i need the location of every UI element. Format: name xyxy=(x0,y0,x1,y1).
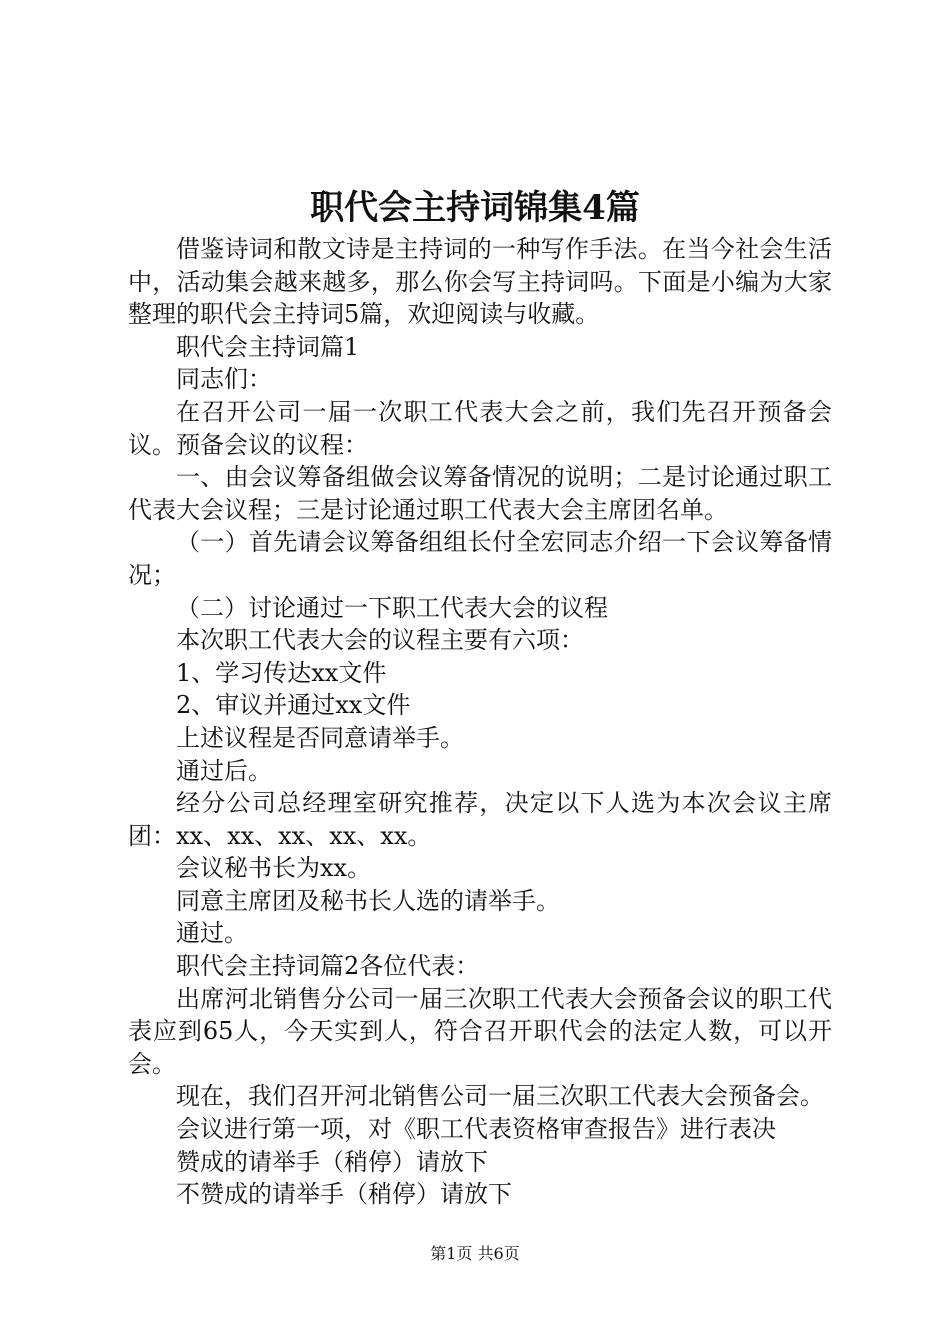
paragraph: 上述议程是否同意请举手。 xyxy=(176,723,464,752)
paragraph: 会议秘书长为xx。 xyxy=(176,854,372,883)
section-heading: 职代会主持词篇2各位代表： xyxy=(176,952,480,981)
paragraph: 出席河北销售分公司一届三次职工代表大会预备会议的职工代表应到65人，今天实到人，符合召开职代会的法定人数，可以开会。 xyxy=(128,984,832,1078)
paragraph: 赞成的请举手（稍停）请放下 xyxy=(176,1147,488,1176)
paragraph: 在召开公司一届一次职工代表大会之前，我们先召开预备会议。预备会议的议程： xyxy=(128,397,832,459)
paragraph: 同志们： xyxy=(176,365,272,394)
list-item: 1、学习传达xx文件 xyxy=(176,658,387,687)
paragraph: （二）讨论通过一下职工代表大会的议程 xyxy=(176,593,608,622)
paragraph: 经分公司总经理室研究推荐，决定以下人选为本次会议主席团：xx、xx、xx、xx、xx。 xyxy=(128,789,832,850)
list-item: 2、审议并通过xx文件 xyxy=(176,691,411,720)
paragraph: 通过后。 xyxy=(176,756,272,785)
paragraph: 通过。 xyxy=(176,919,248,948)
paragraph: （一）首先请会议筹备组组长付全宏同志介绍一下会议筹备情况； xyxy=(128,528,832,589)
section-heading: 职代会主持词篇1 xyxy=(176,332,360,361)
paragraph: 现在，我们召开河北销售公司一届三次职工代表大会预备会。 xyxy=(176,1082,824,1111)
paragraph: 不赞成的请举手（稍停）请放下 xyxy=(176,1180,512,1209)
paragraph: 同意主席团及秘书长人选的请举手。 xyxy=(176,886,560,915)
paragraph: 借鉴诗词和散文诗是主持词的一种写作手法。在当今社会生活中，活动集会越来越多，那么你会写主持词吗。下面是小编为大家整理的职代会主持词5篇，欢迎阅读与收藏。 xyxy=(128,235,832,329)
paragraph: 会议进行第一项，对《职工代表资格审查报告》进行表决 xyxy=(176,1115,776,1144)
paragraph: 本次职工代表大会的议程主要有六项： xyxy=(176,626,584,655)
paragraph: 一、由会议筹备组做会议筹备情况的说明；二是讨论通过职工代表大会议程；三是讨论通过职工代表大会主席团名单。 xyxy=(128,463,832,524)
document-body xyxy=(128,233,832,1211)
page-footer: 第1页 共6页 xyxy=(430,1244,520,1263)
document-title: 职代会主持词锦集4篇 xyxy=(310,188,640,228)
